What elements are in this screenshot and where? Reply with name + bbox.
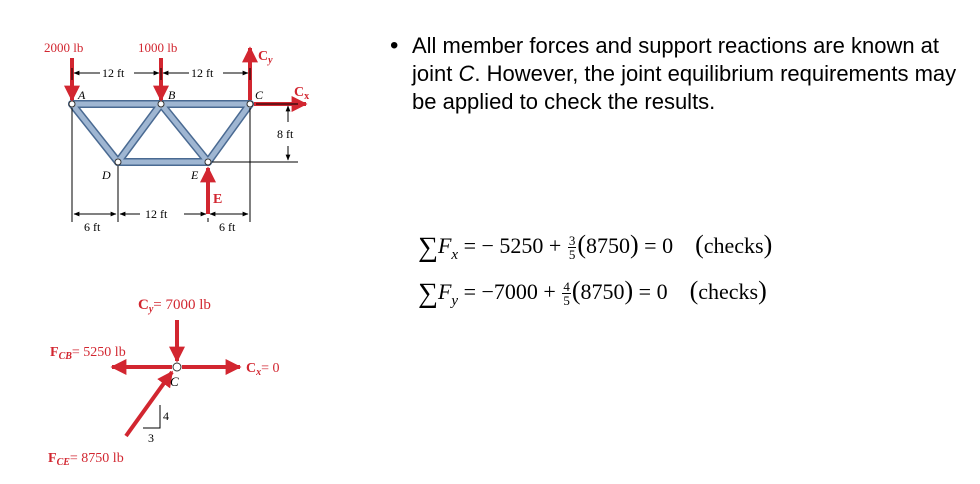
eq2-fraction: $\frac{4}{5}$ [563,279,570,309]
fbd-cx-label: $C_x= 0$ [246,361,280,378]
equation-sum-fy: $\sum F_y = -7000$ + $\frac{4}{5}$ (8750) = 0 (checks) [418,276,767,309]
equation-sum-fx: $\sum F_x$ = − 5250 + $\frac{3}{5}$ (8750) = 0 (checks) [418,230,773,263]
fbd-fce-label: $F_{CE}= 8750$ lb [48,451,124,468]
joint-c-label: C [255,88,264,102]
bullet-marker: • [390,32,399,59]
joint-e-label: E [191,168,199,182]
eq1-fraction: $\frac{3}{5}$ [568,233,576,263]
joint-e-pin [205,159,211,165]
joint-d-label: D [102,168,111,182]
dim-bottom-mid: 12 ft [145,207,168,221]
eq2-checks: checks [698,279,759,304]
load-a-label: 2000 lb [44,40,84,55]
eq1-result: = 0 [638,233,674,258]
bullet-text-start: All member forces and support reactions are known at joint [412,33,940,86]
fbd-joint-c-label: C [170,374,179,389]
fbd-cy-label: $C_y= 7000$ lb [138,297,211,315]
joint-d-pin [115,159,121,165]
dim-top-2: 12 ft [191,66,214,80]
dim-bottom-right: 6 ft [219,220,236,234]
slope-run: 3 [148,431,154,445]
joint-b-pin [158,101,164,107]
bullet-point [390,32,970,116]
cx-label: $C_x$ [294,85,310,102]
truss-diagram [0,0,380,484]
joint-a-label: A [78,88,86,102]
eq2-force-value: 8750 [580,279,625,304]
dim-height: 8 ft [277,127,294,141]
joint-b-label: B [168,88,176,102]
bullet-text [412,32,970,116]
cy-label: $C_y$ [258,49,273,66]
dim-top-1: 12 ft [102,66,125,80]
truss-members [72,104,250,162]
load-b-label: 1000 lb [138,40,178,55]
joint-a-pin [69,101,75,107]
eq1-lhs-terms: = − 5250 + [463,233,567,258]
fbd-fcb-label: $F_{CB}= 5250$ lb [50,345,126,362]
fbd-fce-arrow [126,372,172,436]
bullet-text-joint: C [458,61,475,86]
top-dimensions [72,68,250,80]
eq2-lhs-terms: = −7000 + [463,279,562,304]
dim-bottom-left: 6 ft [84,220,101,234]
eq1-force-value: 8750 [586,233,630,258]
joint-c-pin [247,101,253,107]
eq2-result: = 0 [633,279,668,304]
slope-rise: 4 [163,409,169,423]
reaction-e-label: E [213,192,223,207]
fbd-joint-c-pin [173,363,181,371]
eq1-checks: checks [703,233,764,258]
bullet-text-end: . However, the joint equilibrium requirements may be applied to check the results. [412,61,957,114]
